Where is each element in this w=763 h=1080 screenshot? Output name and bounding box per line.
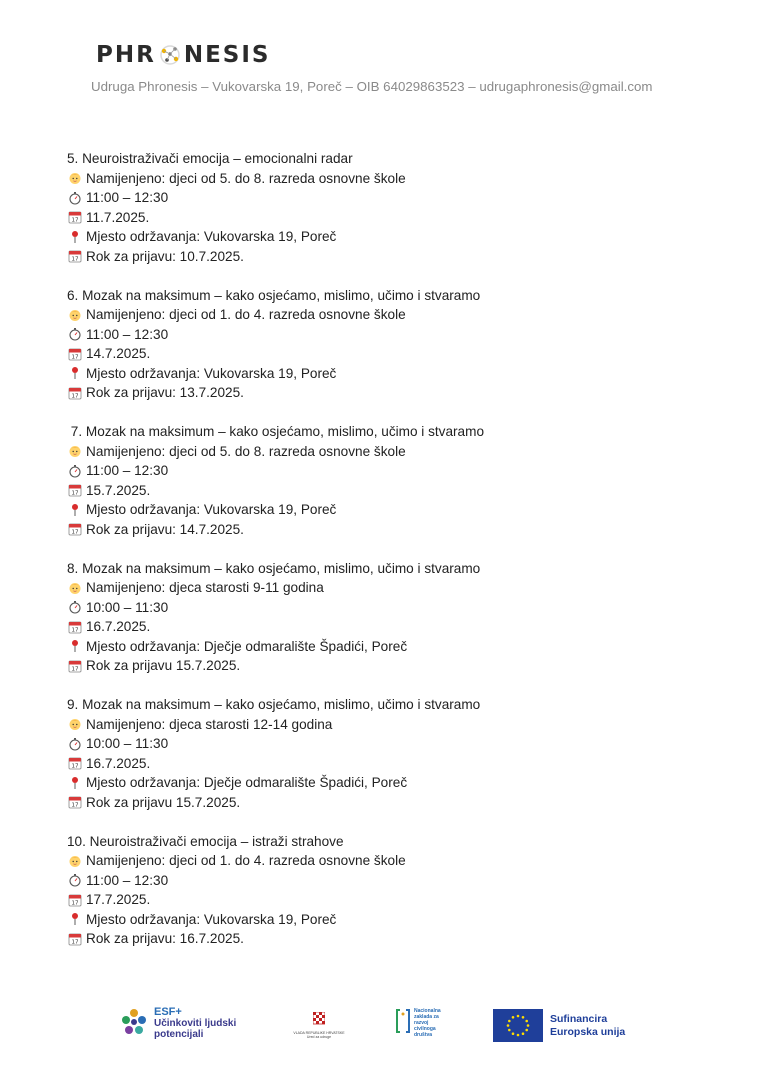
event-item — [67, 559, 707, 676]
event-item — [67, 695, 707, 812]
event-time: 11:00 – 12:30 — [86, 190, 169, 205]
svg-text:17: 17 — [71, 627, 79, 634]
event-date: 11.7.2025. — [86, 209, 150, 225]
event-location: Mjesto održavanja: Dječje odmaralište Špadići, Poreč — [86, 775, 408, 790]
calendar-icon — [67, 794, 83, 810]
child-face-icon — [67, 307, 83, 323]
eu-line2: Europska unija — [550, 1025, 626, 1038]
event-deadline: Rok za prijavu: 13.7.2025. — [86, 385, 244, 400]
logo-text-right: NESIS — [183, 42, 271, 68]
calendar-icon — [67, 482, 83, 498]
event-item — [67, 286, 707, 403]
calendar-icon — [67, 755, 83, 771]
event-time: 10:00 – 11:30 — [86, 599, 169, 615]
svg-text:17: 17 — [71, 666, 79, 673]
event-item — [67, 149, 707, 266]
event-deadline: Rok za prijavu 15.7.2025. — [86, 658, 241, 673]
stopwatch-icon — [67, 872, 83, 888]
event-audience: Namijenjeno: djeci od 5. do 8. razreda osnovne škole — [86, 170, 406, 186]
event-audience: Namijenjeno: djeci od 1. do 4. razreda osnovne škole — [86, 307, 406, 322]
calendar-icon — [67, 931, 83, 947]
calendar-icon — [67, 385, 83, 401]
calendar-icon — [67, 346, 83, 362]
stopwatch-icon — [67, 190, 83, 206]
child-face-icon — [67, 170, 83, 186]
calendar-icon — [67, 248, 83, 264]
events-list — [67, 149, 707, 968]
calendar-icon — [67, 521, 83, 537]
nzrcd-line5: društva — [414, 1032, 433, 1038]
child-face-icon — [67, 716, 83, 732]
esf-mark: ESF+ — [154, 1006, 182, 1018]
phronesis-logo — [96, 41, 270, 69]
event-title: 9. Mozak na maksimum – kako osjećamo, mislimo, učimo i stvaramo — [67, 697, 481, 712]
pushpin-icon — [67, 502, 83, 518]
svg-text:17: 17 — [71, 763, 79, 770]
eu-flag-icon — [493, 1009, 543, 1042]
esf-logo — [118, 1005, 236, 1042]
event-date: 14.7.2025. — [86, 346, 151, 361]
event-title: 10. Neuroistraživači emocija – istraži strahove — [67, 833, 344, 849]
event-date: 15.7.2025. — [86, 482, 151, 498]
calendar-icon — [67, 619, 83, 635]
svg-text:17: 17 — [71, 354, 79, 361]
event-location: Mjesto održavanja: Dječje odmaralište Špadići, Poreč — [86, 638, 408, 654]
event-title: 6. Mozak na maksimum – kako osjećamo, mislimo, učimo i stvaramo — [67, 287, 481, 303]
nzrcd-line2: zaklada za — [414, 1014, 439, 1020]
nzrcd-logo — [395, 1008, 441, 1039]
event-date: 17.7.2025. — [86, 892, 151, 907]
eu-cofunded-logo — [493, 1009, 625, 1042]
event-location: Mjesto održavanja: Vukovarska 19, Poreč — [86, 229, 337, 244]
event-time: 11:00 – 12:30 — [86, 463, 169, 478]
event-date: 16.7.2025. — [86, 755, 151, 771]
svg-text:17: 17 — [71, 939, 79, 946]
pushpin-icon — [67, 911, 83, 927]
event-time: 11:00 – 12:30 — [86, 872, 169, 888]
nzrcd-bracket-icon — [395, 1008, 411, 1039]
stopwatch-icon — [67, 736, 83, 752]
event-audience: Namijenjeno: djeca starosti 12-14 godina — [86, 716, 333, 732]
event-audience: Namijenjeno: djeca starosti 9-11 godina — [86, 580, 324, 595]
nzrcd-line4: civilnoga — [414, 1026, 436, 1032]
child-face-icon — [67, 443, 83, 459]
calendar-icon — [67, 209, 83, 225]
svg-text:17: 17 — [71, 529, 79, 536]
eu-line1: Sufinancira — [550, 1012, 608, 1025]
event-item — [67, 422, 707, 539]
child-face-icon — [67, 853, 83, 869]
pushpin-icon — [67, 365, 83, 381]
gov-line2: Ured za udruge — [306, 1035, 332, 1039]
event-time: 10:00 – 11:30 — [86, 736, 169, 751]
footer-logos — [0, 1000, 763, 1060]
svg-text:17: 17 — [71, 393, 79, 400]
stopwatch-icon — [67, 463, 83, 479]
child-face-icon — [67, 580, 83, 596]
svg-text:17: 17 — [71, 900, 79, 907]
event-title: 5. Neuroistraživači emocija – emocionalni radar — [67, 151, 353, 166]
address-line: Udruga Phronesis – Vukovarska 19, Poreč – OIB 64029863523 – udrugaphronesis@gmail.com — [91, 79, 653, 94]
event-deadline: Rok za prijavu: 16.7.2025. — [86, 931, 244, 946]
event-item — [67, 832, 707, 949]
event-deadline: Rok za prijavu: 14.7.2025. — [86, 521, 244, 537]
logo-text-left: PHR — [96, 42, 156, 68]
event-audience: Namijenjeno: djeci od 1. do 4. razreda osnovne škole — [86, 853, 406, 868]
stopwatch-icon — [67, 326, 83, 342]
event-date: 16.7.2025. — [86, 619, 151, 634]
event-audience: Namijenjeno: djeci od 5. do 8. razreda osnovne škole — [86, 443, 406, 459]
event-title: 8. Mozak na maksimum – kako osjećamo, mislimo, učimo i stvaramo — [67, 560, 481, 576]
esf-line2: potencijali — [154, 1029, 204, 1040]
croatian-government-logo — [293, 1012, 345, 1039]
croatian-coat-of-arms-icon — [313, 1013, 325, 1030]
calendar-icon — [67, 658, 83, 674]
nzrcd-line1: Nacionalna — [414, 1008, 441, 1014]
event-location: Mjesto održavanja: Vukovarska 19, Poreč — [86, 911, 337, 927]
event-time: 11:00 – 12:30 — [86, 326, 169, 342]
pushpin-icon — [67, 229, 83, 245]
gov-line1: VLADA REPUBLIKE HRVATSKE — [293, 1031, 345, 1035]
esf-line1: Učinkoviti ljudski — [154, 1018, 237, 1029]
svg-text:17: 17 — [71, 256, 79, 263]
nzrcd-line3: razvoj — [414, 1020, 429, 1026]
stopwatch-icon — [67, 599, 83, 615]
brain-network-icon — [157, 43, 183, 67]
event-title: 7. Mozak na maksimum – kako osjećamo, mislimo, učimo i stvaramo — [67, 424, 484, 439]
pushpin-icon — [67, 638, 83, 654]
esf-star-icon — [118, 1005, 150, 1042]
event-deadline: Rok za prijavu: 10.7.2025. — [86, 248, 244, 264]
calendar-icon — [67, 892, 83, 908]
svg-text:17: 17 — [71, 217, 79, 224]
svg-text:17: 17 — [71, 490, 79, 497]
svg-text:17: 17 — [71, 802, 79, 809]
pushpin-icon — [67, 775, 83, 791]
event-location: Mjesto održavanja: Vukovarska 19, Poreč — [86, 365, 337, 381]
event-deadline: Rok za prijavu 15.7.2025. — [86, 794, 241, 810]
event-location: Mjesto održavanja: Vukovarska 19, Poreč — [86, 502, 337, 517]
